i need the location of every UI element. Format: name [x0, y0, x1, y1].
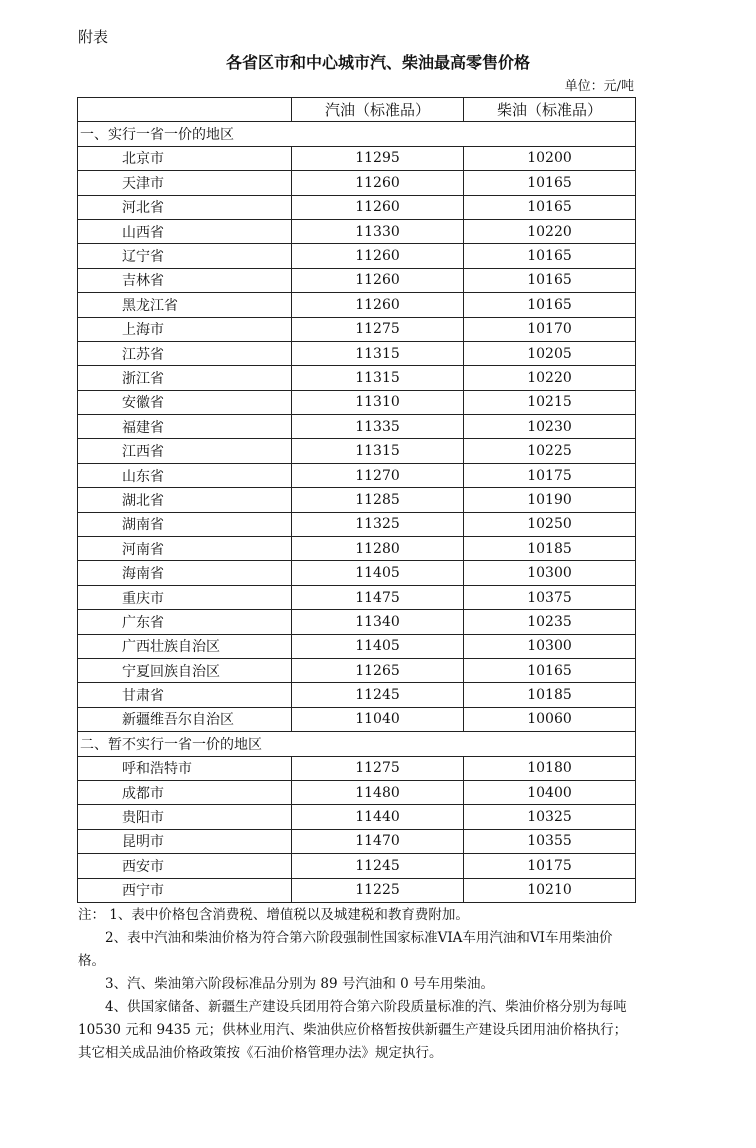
- gasoline-price: 11440: [292, 805, 464, 829]
- region-name: 湖北省: [78, 488, 292, 512]
- region-name: 天津市: [78, 171, 292, 195]
- gasoline-price: 11270: [292, 463, 464, 487]
- table-row: [78, 439, 636, 463]
- table-row: [78, 488, 636, 512]
- diesel-price: 10190: [464, 488, 636, 512]
- table-row: [78, 537, 636, 561]
- region-name: 新疆维吾尔自治区: [78, 707, 292, 731]
- diesel-price: 10355: [464, 829, 636, 853]
- region-name: 河南省: [78, 537, 292, 561]
- table-row: [78, 854, 636, 878]
- price-table: [77, 97, 636, 903]
- region-name: 呼和浩特市: [78, 756, 292, 780]
- region-name: 辽宁省: [78, 244, 292, 268]
- gasoline-price: 11315: [292, 341, 464, 365]
- note-3: 3、汽、柴油第六阶段标准品分别为 89 号汽油和 0 号车用柴油。: [105, 976, 495, 992]
- region-name: 湖南省: [78, 512, 292, 536]
- diesel-price: 10235: [464, 610, 636, 634]
- diesel-price: 10175: [464, 854, 636, 878]
- region-name: 重庆市: [78, 585, 292, 609]
- region-name: 安徽省: [78, 390, 292, 414]
- gasoline-price: 11340: [292, 610, 464, 634]
- table-row: [78, 780, 636, 804]
- diesel-price: 10205: [464, 341, 636, 365]
- gasoline-price: 11265: [292, 658, 464, 682]
- notes: [78, 904, 638, 1065]
- table-row: [78, 244, 636, 268]
- region-name: 宁夏回族自治区: [78, 658, 292, 682]
- region-name: 北京市: [78, 146, 292, 170]
- table-row: [78, 146, 636, 170]
- diesel-price: 10170: [464, 317, 636, 341]
- region-name: 昆明市: [78, 829, 292, 853]
- region-name: 黑龙江省: [78, 293, 292, 317]
- table-row: [78, 512, 636, 536]
- region-name: 成都市: [78, 780, 292, 804]
- table-row: [78, 878, 636, 902]
- gasoline-price: 11335: [292, 415, 464, 439]
- unit-label: 单位：元/吨: [564, 79, 634, 94]
- gasoline-price: 11245: [292, 854, 464, 878]
- region-name: 甘肃省: [78, 683, 292, 707]
- section-row: [78, 732, 636, 756]
- region-name: 福建省: [78, 415, 292, 439]
- diesel-price: 10300: [464, 561, 636, 585]
- table-row: [78, 341, 636, 365]
- diesel-price: 10175: [464, 463, 636, 487]
- table-row: [78, 707, 636, 731]
- gasoline-price: 11405: [292, 634, 464, 658]
- region-name: 海南省: [78, 561, 292, 585]
- table-row: [78, 805, 636, 829]
- diesel-price: 10250: [464, 512, 636, 536]
- table-row: [78, 463, 636, 487]
- gasoline-price: 11280: [292, 537, 464, 561]
- gasoline-price: 11260: [292, 244, 464, 268]
- diesel-price: 10165: [464, 171, 636, 195]
- table-row: [78, 634, 636, 658]
- diesel-price: 10400: [464, 780, 636, 804]
- diesel-price: 10185: [464, 683, 636, 707]
- region-name: 山西省: [78, 219, 292, 243]
- region-name: 贵阳市: [78, 805, 292, 829]
- section-label: 一、实行一省一价的地区: [78, 122, 636, 146]
- table-row: [78, 219, 636, 243]
- region-name: 西宁市: [78, 878, 292, 902]
- gasoline-price: 11315: [292, 439, 464, 463]
- region-name: 广西壮族自治区: [78, 634, 292, 658]
- note-1: 注： 1、表中价格包含消费税、增值税以及城建税和教育费附加。: [78, 907, 469, 923]
- gasoline-price: 11225: [292, 878, 464, 902]
- gasoline-price: 11275: [292, 317, 464, 341]
- diesel-price: 10220: [464, 219, 636, 243]
- gasoline-price: 11325: [292, 512, 464, 536]
- diesel-price: 10230: [464, 415, 636, 439]
- table-row: [78, 317, 636, 341]
- region-name: 吉林省: [78, 268, 292, 292]
- gasoline-price: 11260: [292, 268, 464, 292]
- diesel-price: 10165: [464, 658, 636, 682]
- table-row: [78, 683, 636, 707]
- appendix-label: 附表: [78, 28, 109, 46]
- region-name: 广东省: [78, 610, 292, 634]
- table-row: [78, 829, 636, 853]
- gasoline-price: 11275: [292, 756, 464, 780]
- gasoline-price: 11260: [292, 171, 464, 195]
- table-header-row: [78, 98, 636, 122]
- diesel-price: 10215: [464, 390, 636, 414]
- table-row: [78, 756, 636, 780]
- table-row: [78, 561, 636, 585]
- diesel-price: 10200: [464, 146, 636, 170]
- gasoline-price: 11040: [292, 707, 464, 731]
- gasoline-price: 11405: [292, 561, 464, 585]
- region-name: 上海市: [78, 317, 292, 341]
- header-diesel: 柴油（标准品）: [464, 98, 636, 122]
- diesel-price: 10375: [464, 585, 636, 609]
- table-row: [78, 171, 636, 195]
- diesel-price: 10185: [464, 537, 636, 561]
- header-region: [78, 98, 292, 122]
- table-row: [78, 195, 636, 219]
- diesel-price: 10210: [464, 878, 636, 902]
- gasoline-price: 11470: [292, 829, 464, 853]
- note-4: 4、供国家储备、新疆生产建设兵团用符合第六阶段质量标准的汽、柴油价格分别为每吨 10530 元和 9435 元；供林业用汽、柴油供应价格暂按供新疆生产建设兵团用油价格执行；其它相关成品油价格政策按《石油价格管理办法》规定执行。: [78, 999, 628, 1061]
- table-row: [78, 366, 636, 390]
- gasoline-price: 11260: [292, 293, 464, 317]
- table-row: [78, 268, 636, 292]
- diesel-price: 10165: [464, 268, 636, 292]
- region-name: 江西省: [78, 439, 292, 463]
- gasoline-price: 11245: [292, 683, 464, 707]
- gasoline-price: 11330: [292, 219, 464, 243]
- table-row: [78, 293, 636, 317]
- gasoline-price: 11480: [292, 780, 464, 804]
- diesel-price: 10300: [464, 634, 636, 658]
- diesel-price: 10180: [464, 756, 636, 780]
- table-row: [78, 658, 636, 682]
- gasoline-price: 11475: [292, 585, 464, 609]
- region-name: 河北省: [78, 195, 292, 219]
- section-label: 二、暂不实行一省一价的地区: [78, 732, 636, 756]
- table-row: [78, 390, 636, 414]
- region-name: 浙江省: [78, 366, 292, 390]
- table-body: [78, 122, 636, 903]
- table-row: [78, 415, 636, 439]
- diesel-price: 10165: [464, 195, 636, 219]
- page-title: 各省区市和中心城市汽、柴油最高零售价格: [225, 53, 530, 72]
- region-name: 江苏省: [78, 341, 292, 365]
- gasoline-price: 11310: [292, 390, 464, 414]
- gasoline-price: 11260: [292, 195, 464, 219]
- header-gasoline: 汽油（标准品）: [292, 98, 464, 122]
- diesel-price: 10165: [464, 293, 636, 317]
- diesel-price: 10325: [464, 805, 636, 829]
- gasoline-price: 11315: [292, 366, 464, 390]
- table-row: [78, 585, 636, 609]
- note-2: 2、表中汽油和柴油价格为符合第六阶段强制性国家标准VIA车用汽油和VI车用柴油价格。: [78, 930, 613, 969]
- section-row: [78, 122, 636, 146]
- region-name: 山东省: [78, 463, 292, 487]
- diesel-price: 10060: [464, 707, 636, 731]
- table-row: [78, 610, 636, 634]
- gasoline-price: 11285: [292, 488, 464, 512]
- gasoline-price: 11295: [292, 146, 464, 170]
- diesel-price: 10165: [464, 244, 636, 268]
- diesel-price: 10220: [464, 366, 636, 390]
- diesel-price: 10225: [464, 439, 636, 463]
- region-name: 西安市: [78, 854, 292, 878]
